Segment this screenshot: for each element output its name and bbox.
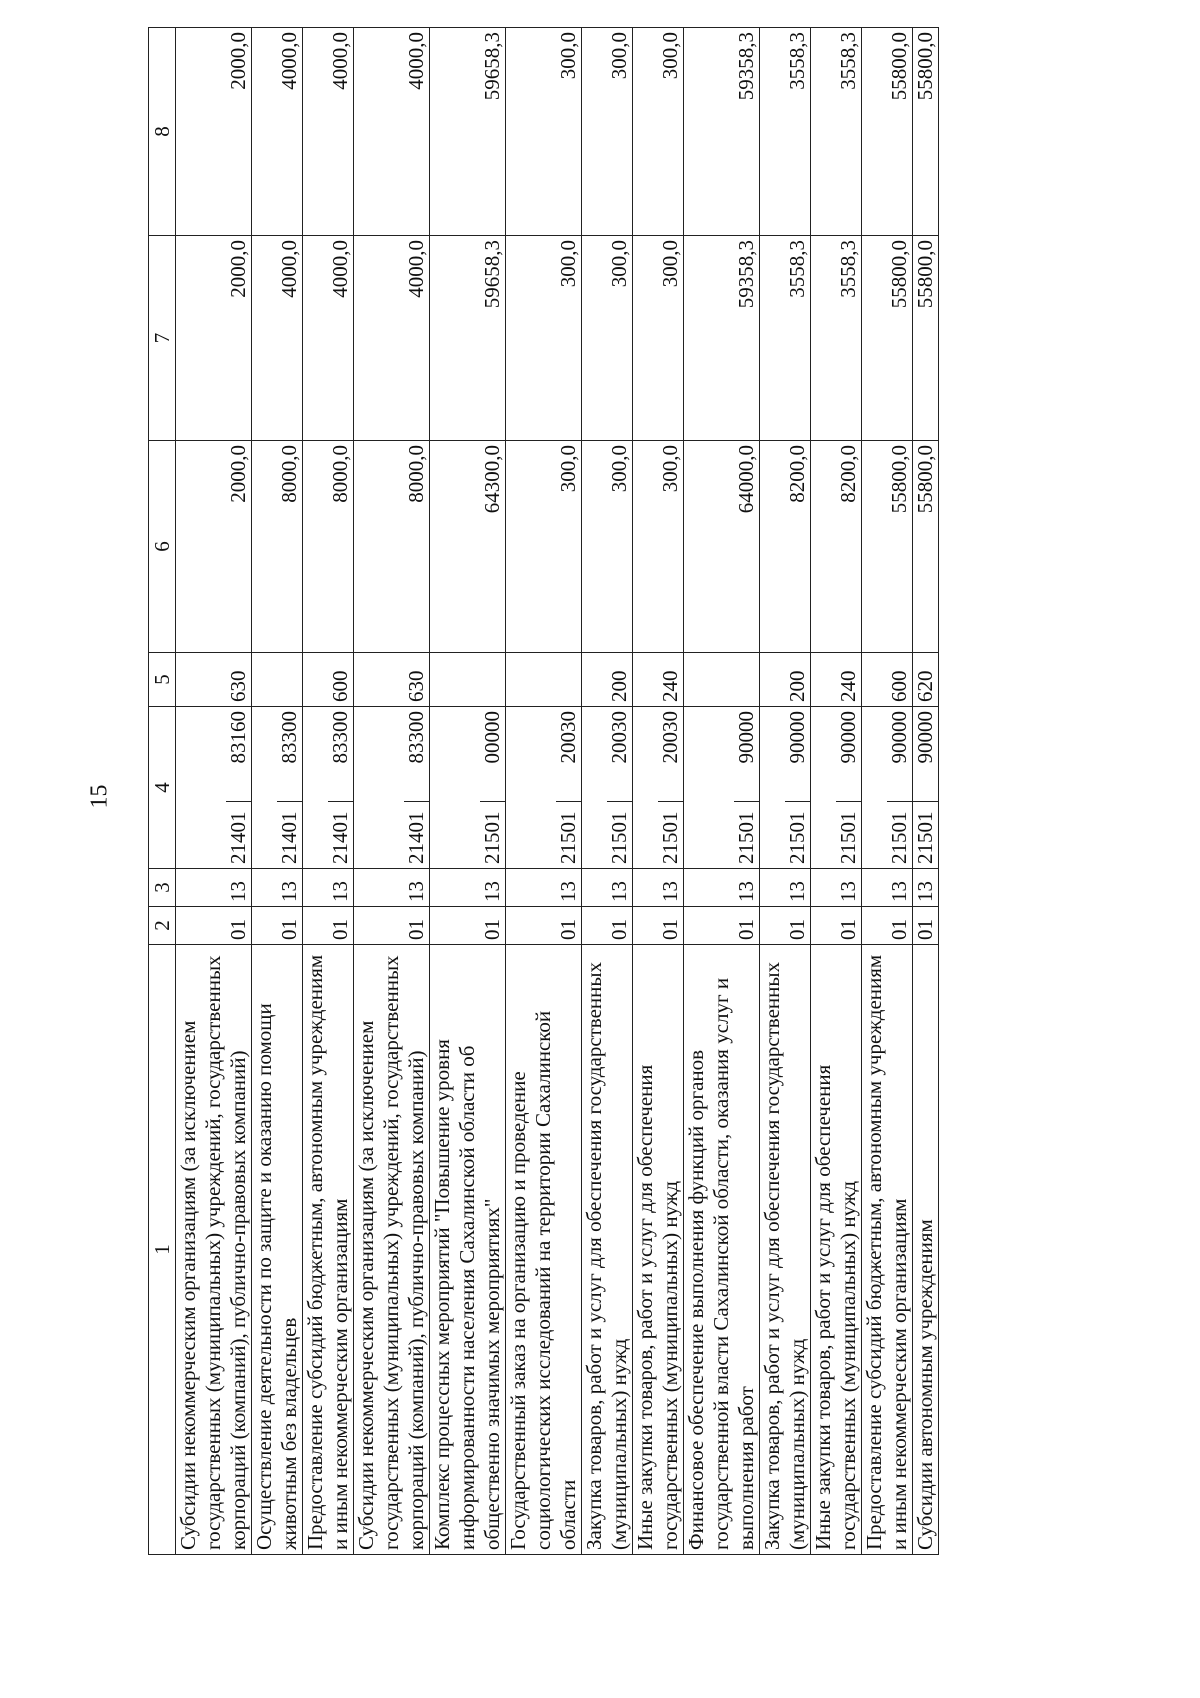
target-article-code [633, 707, 684, 869]
table-row [354, 28, 430, 1555]
section-code: 01 [862, 907, 913, 945]
section-code: 01 [252, 907, 303, 945]
expense-type-code: 600 [862, 653, 913, 707]
expense-type-code [430, 653, 506, 707]
direction-code: 90000 [887, 711, 911, 764]
amount-col-8: 3558,3 [811, 28, 862, 236]
program-code: 21501 [785, 801, 810, 868]
row-name: Субсидии некоммерческим организациям (за исключением государственных (муниципальных) учреждений, государственных корпораций (компаний), публично-правовых компаний) [176, 945, 252, 1555]
program-code: 21501 [734, 801, 759, 868]
expense-type-code: 630 [354, 653, 430, 707]
budget-table [148, 27, 939, 1555]
target-article-code [176, 707, 252, 869]
amount-col-6: 2000,0 [176, 441, 252, 653]
amount-col-6: 64300,0 [430, 441, 506, 653]
subsection-code: 13 [252, 869, 303, 907]
section-code: 01 [913, 907, 939, 945]
budget-table-rotated [148, 28, 1073, 1555]
program-code: 21401 [226, 801, 251, 868]
col-header-4: 4 [149, 707, 176, 869]
expense-type-code: 630 [176, 653, 252, 707]
amount-col-6: 8200,0 [811, 441, 862, 653]
direction-code: 90000 [836, 711, 860, 764]
section-code: 01 [303, 907, 354, 945]
col-header-1: 1 [149, 945, 176, 1555]
program-code: 21501 [607, 801, 632, 868]
row-name: Иные закупки товаров, работ и услуг для обеспечения государственных (муниципальных) нужд [811, 945, 862, 1555]
amount-col-8: 4000,0 [354, 28, 430, 236]
amount-col-8: 300,0 [633, 28, 684, 236]
amount-col-6: 64000,0 [684, 441, 760, 653]
amount-col-7: 3558,3 [811, 236, 862, 441]
expense-type-code: 240 [811, 653, 862, 707]
program-code: 21401 [404, 801, 429, 868]
target-article-code [811, 707, 862, 869]
target-article-code [582, 707, 633, 869]
program-code: 21501 [836, 801, 861, 868]
row-name: Осуществление деятельности по защите и оказанию помощи животным без владельцев [252, 945, 303, 1555]
row-name: Предоставление субсидий бюджетным, автономным учреждениям и иным некоммерческим организациям [303, 945, 354, 1555]
amount-col-6: 8000,0 [252, 441, 303, 653]
row-name: Субсидии некоммерческим организациям (за исключением государственных (муниципальных) учреждений, государственных корпораций (компаний), публично-правовых компаний) [354, 945, 430, 1555]
section-code: 01 [760, 907, 811, 945]
amount-col-6: 300,0 [506, 441, 582, 653]
section-code: 01 [582, 907, 633, 945]
col-header-8: 8 [149, 28, 176, 236]
col-header-5: 5 [149, 653, 176, 707]
amount-col-6: 8000,0 [354, 441, 430, 653]
amount-col-7: 300,0 [582, 236, 633, 441]
amount-col-8: 55800,0 [913, 28, 939, 236]
amount-col-7: 4000,0 [303, 236, 354, 441]
program-code: 21501 [913, 801, 938, 868]
header-row [149, 28, 176, 1555]
direction-code: 20030 [658, 711, 682, 764]
amount-col-6: 300,0 [633, 441, 684, 653]
amount-col-7: 4000,0 [252, 236, 303, 441]
direction-code: 83160 [226, 711, 250, 764]
amount-col-6: 8200,0 [760, 441, 811, 653]
direction-code: 90000 [734, 711, 758, 764]
col-header-7: 7 [149, 236, 176, 441]
direction-code: 20030 [556, 711, 580, 764]
target-article-code [862, 707, 913, 869]
table-row [582, 28, 633, 1555]
direction-code: 00000 [480, 711, 504, 764]
program-code: 21501 [887, 801, 912, 868]
amount-col-8: 4000,0 [303, 28, 354, 236]
amount-col-8: 4000,0 [252, 28, 303, 236]
direction-code: 90000 [785, 711, 809, 764]
amount-col-7: 55800,0 [862, 236, 913, 441]
direction-code: 20030 [607, 711, 631, 764]
expense-type-code: 600 [303, 653, 354, 707]
program-code: 21501 [556, 801, 581, 868]
amount-col-7: 59658,3 [430, 236, 506, 441]
amount-col-7: 59358,3 [684, 236, 760, 441]
row-name: Комплекс процессных мероприятий "Повышение уровня информированности населения Сахалинской области об общественно значимых мероприятиях" [430, 945, 506, 1555]
col-header-6: 6 [149, 441, 176, 653]
expense-type-code: 620 [913, 653, 939, 707]
amount-col-8: 59658,3 [430, 28, 506, 236]
subsection-code: 13 [684, 869, 760, 907]
col-header-3: 3 [149, 869, 176, 907]
program-code: 21401 [328, 801, 353, 868]
amount-col-6: 55800,0 [913, 441, 939, 653]
row-name: Закупка товаров, работ и услуг для обеспечения государственных (муниципальных) нужд [582, 945, 633, 1555]
amount-col-7: 300,0 [633, 236, 684, 441]
amount-col-7: 4000,0 [354, 236, 430, 441]
expense-type-code: 200 [582, 653, 633, 707]
subsection-code: 13 [760, 869, 811, 907]
amount-col-7: 300,0 [506, 236, 582, 441]
subsection-code: 13 [582, 869, 633, 907]
subsection-code: 13 [862, 869, 913, 907]
row-name: Предоставление субсидий бюджетным, автономным учреждениям и иным некоммерческим организациям [862, 945, 913, 1555]
program-code: 21401 [277, 801, 302, 868]
table-row [303, 28, 354, 1555]
target-article-code [684, 707, 760, 869]
target-article-code [913, 707, 939, 869]
section-code: 01 [430, 907, 506, 945]
row-name: Государственный заказ на организацию и проведение социологических исследований на территории Сахалинской области [506, 945, 582, 1555]
direction-code: 90000 [913, 711, 937, 764]
section-code: 01 [684, 907, 760, 945]
amount-col-7: 55800,0 [913, 236, 939, 441]
amount-col-7: 2000,0 [176, 236, 252, 441]
subsection-code: 13 [811, 869, 862, 907]
amount-col-6: 8000,0 [303, 441, 354, 653]
expense-type-code [252, 653, 303, 707]
amount-col-8: 55800,0 [862, 28, 913, 236]
subsection-code: 13 [354, 869, 430, 907]
expense-type-code [684, 653, 760, 707]
program-code: 21501 [658, 801, 683, 868]
target-article-code [430, 707, 506, 869]
amount-col-8: 300,0 [506, 28, 582, 236]
direction-code: 83300 [328, 711, 352, 764]
row-name: Субсидии автономным учреждениям [913, 945, 939, 1555]
page-number: 15 [86, 784, 113, 809]
amount-col-8: 59358,3 [684, 28, 760, 236]
direction-code: 83300 [277, 711, 301, 764]
target-article-code [303, 707, 354, 869]
amount-col-8: 3558,3 [760, 28, 811, 236]
subsection-code: 13 [506, 869, 582, 907]
section-code: 01 [506, 907, 582, 945]
amount-col-6: 55800,0 [862, 441, 913, 653]
table-row [633, 28, 684, 1555]
row-name: Закупка товаров, работ и услуг для обеспечения государственных (муниципальных) нужд [760, 945, 811, 1555]
section-code: 01 [811, 907, 862, 945]
expense-type-code: 240 [633, 653, 684, 707]
table-row [506, 28, 582, 1555]
amount-col-6: 300,0 [582, 441, 633, 653]
amount-col-8: 300,0 [582, 28, 633, 236]
expense-type-code [506, 653, 582, 707]
table-row [684, 28, 760, 1555]
subsection-code: 13 [633, 869, 684, 907]
target-article-code [252, 707, 303, 869]
section-code: 01 [176, 907, 252, 945]
table-row [862, 28, 913, 1555]
table-row [760, 28, 811, 1555]
amount-col-8: 2000,0 [176, 28, 252, 236]
amount-col-7: 3558,3 [760, 236, 811, 441]
section-code: 01 [354, 907, 430, 945]
table-row [176, 28, 252, 1555]
subsection-code: 13 [913, 869, 939, 907]
col-header-2: 2 [149, 907, 176, 945]
target-article-code [760, 707, 811, 869]
table-row [430, 28, 506, 1555]
row-name: Иные закупки товаров, работ и услуг для обеспечения государственных (муниципальных) нужд [633, 945, 684, 1555]
subsection-code: 13 [430, 869, 506, 907]
row-name: Финансовое обеспечение выполнения функций органов государственной власти Сахалинской области, оказания услуг и выполнения работ [684, 945, 760, 1555]
subsection-code: 13 [303, 869, 354, 907]
target-article-code [506, 707, 582, 869]
subsection-code: 13 [176, 869, 252, 907]
target-article-code [354, 707, 430, 869]
table-row [811, 28, 862, 1555]
expense-type-code: 200 [760, 653, 811, 707]
table-body [176, 28, 939, 1555]
section-code: 01 [633, 907, 684, 945]
table-row [252, 28, 303, 1555]
table-row [913, 28, 939, 1555]
direction-code: 83300 [404, 711, 428, 764]
program-code: 21501 [480, 801, 505, 868]
